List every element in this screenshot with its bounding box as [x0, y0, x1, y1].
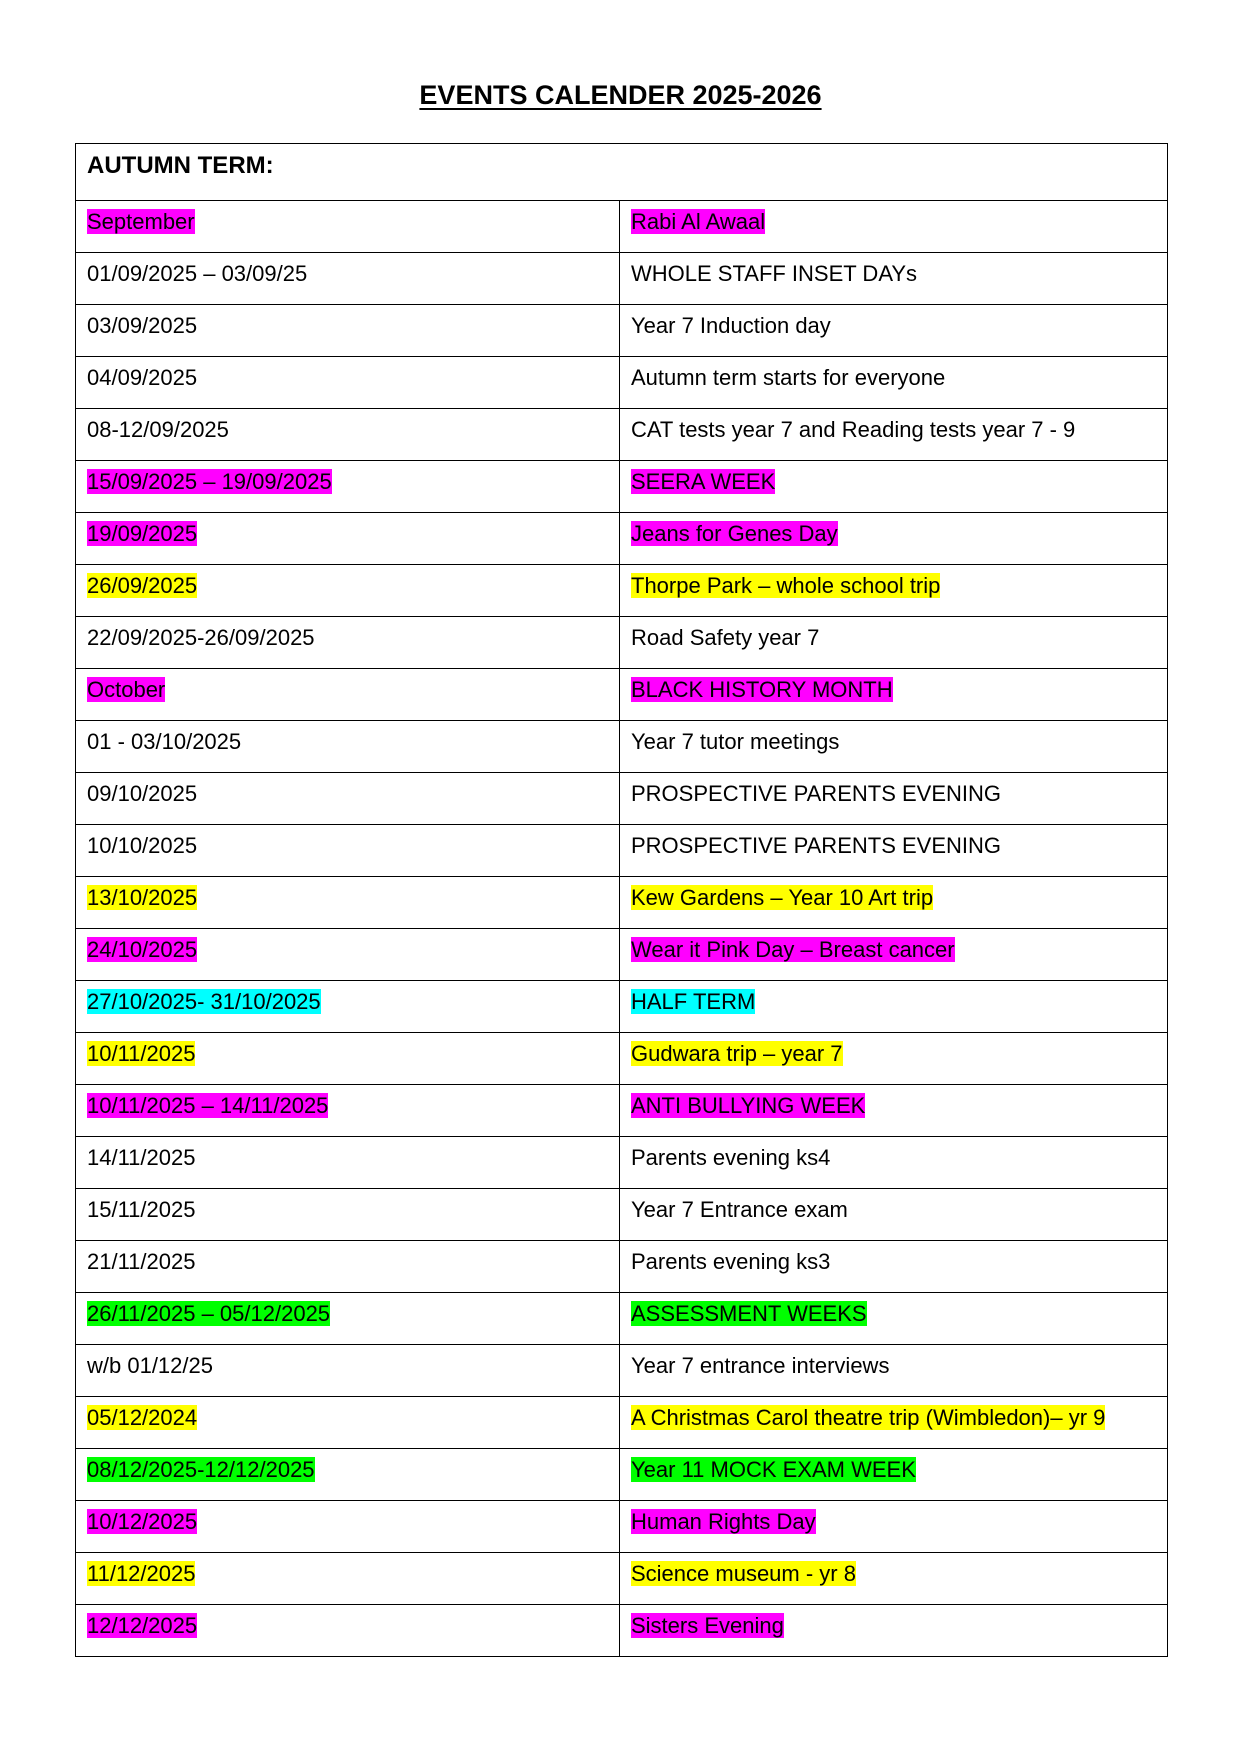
table-row — [76, 1189, 1168, 1241]
event-description: Gudwara trip – year 7 — [631, 1041, 843, 1066]
table-row — [76, 773, 1168, 825]
event-cell — [620, 253, 1168, 305]
event-description: Autumn term starts for everyone — [631, 365, 946, 390]
event-description: Sisters Evening — [631, 1613, 784, 1638]
event-cell — [620, 357, 1168, 409]
event-date: 13/10/2025 — [87, 885, 198, 910]
date-cell — [76, 1137, 620, 1189]
event-date: 05/12/2024 — [87, 1405, 198, 1430]
event-date: 14/11/2025 — [87, 1145, 196, 1170]
event-description: CAT tests year 7 and Reading tests year 7 - 9 — [631, 417, 1076, 442]
table-row — [76, 1241, 1168, 1293]
event-date: September — [87, 209, 195, 234]
event-cell — [620, 1605, 1168, 1657]
event-description: Year 7 Entrance exam — [631, 1197, 848, 1222]
event-cell — [620, 1397, 1168, 1449]
event-description: Rabi Al Awaal — [631, 209, 766, 234]
event-description: Year 7 Induction day — [631, 313, 831, 338]
table-row — [76, 513, 1168, 565]
event-description: A Christmas Carol theatre trip (Wimbledon)– yr 9 — [631, 1405, 1106, 1430]
event-description: Science museum - yr 8 — [631, 1561, 856, 1586]
event-description: WHOLE STAFF INSET DAYs — [631, 261, 918, 286]
date-cell — [76, 513, 620, 565]
event-description: PROSPECTIVE PARENTS EVENING — [631, 833, 1002, 858]
event-cell — [620, 513, 1168, 565]
event-description: Parents evening ks3 — [631, 1249, 831, 1274]
table-row — [76, 1137, 1168, 1189]
events-table — [75, 143, 1168, 1657]
event-date: 08/12/2025-12/12/2025 — [87, 1457, 315, 1482]
event-description: Parents evening ks4 — [631, 1145, 831, 1170]
table-row — [76, 981, 1168, 1033]
document-title-text: EVENTS CALENDER 2025-2026 — [419, 80, 822, 110]
table-row — [76, 253, 1168, 305]
event-date: 04/09/2025 — [87, 365, 198, 390]
event-description: ASSESSMENT WEEKS — [631, 1301, 867, 1326]
event-description: Year 11 MOCK EXAM WEEK — [631, 1457, 916, 1482]
date-cell — [76, 305, 620, 357]
event-cell — [620, 201, 1168, 253]
table-row — [76, 1605, 1168, 1657]
table-row — [76, 929, 1168, 981]
date-cell — [76, 1293, 620, 1345]
event-date: 01 - 03/10/2025 — [87, 729, 242, 754]
event-description: SEERA WEEK — [631, 469, 776, 494]
date-cell — [76, 617, 620, 669]
date-cell — [76, 1449, 620, 1501]
table-row — [76, 357, 1168, 409]
event-cell — [620, 1553, 1168, 1605]
event-cell — [620, 1189, 1168, 1241]
table-row — [76, 1033, 1168, 1085]
event-description: ANTI BULLYING WEEK — [631, 1093, 866, 1118]
date-cell — [76, 1553, 620, 1605]
table-row — [76, 825, 1168, 877]
date-cell — [76, 1189, 620, 1241]
event-date: 08-12/09/2025 — [87, 417, 229, 442]
events-table-body — [76, 144, 1168, 1657]
date-cell — [76, 877, 620, 929]
event-description: Wear it Pink Day – Breast cancer — [631, 937, 955, 962]
event-cell — [620, 825, 1168, 877]
event-description: PROSPECTIVE PARENTS EVENING — [631, 781, 1002, 806]
date-cell — [76, 253, 620, 305]
table-row — [76, 1085, 1168, 1137]
event-date: 26/11/2025 – 05/12/2025 — [87, 1301, 331, 1326]
event-description: Human Rights Day — [631, 1509, 816, 1534]
event-cell — [620, 1449, 1168, 1501]
event-cell — [620, 1033, 1168, 1085]
table-row — [76, 1345, 1168, 1397]
date-cell — [76, 1241, 620, 1293]
table-row — [76, 409, 1168, 461]
table-row — [76, 461, 1168, 513]
event-cell — [620, 617, 1168, 669]
table-row — [76, 305, 1168, 357]
event-cell — [620, 1293, 1168, 1345]
event-date: 15/11/2025 — [87, 1197, 196, 1222]
event-date: 09/10/2025 — [87, 781, 198, 806]
event-cell — [620, 721, 1168, 773]
table-row — [76, 1397, 1168, 1449]
date-cell — [76, 201, 620, 253]
date-cell — [76, 1085, 620, 1137]
event-date: 15/09/2025 – 19/09/2025 — [87, 469, 332, 494]
event-cell — [620, 1345, 1168, 1397]
event-cell — [620, 877, 1168, 929]
date-cell — [76, 721, 620, 773]
event-cell — [620, 1501, 1168, 1553]
event-cell — [620, 565, 1168, 617]
event-cell — [620, 1085, 1168, 1137]
document-title — [0, 78, 1241, 112]
event-description: Year 7 entrance interviews — [631, 1353, 890, 1378]
event-date: 10/10/2025 — [87, 833, 198, 858]
event-description: Kew Gardens – Year 10 Art trip — [631, 885, 934, 910]
event-cell — [620, 409, 1168, 461]
event-date: 10/11/2025 — [87, 1041, 196, 1066]
term-heading-row — [76, 144, 1168, 201]
event-cell — [620, 929, 1168, 981]
event-date: 22/09/2025-26/09/2025 — [87, 625, 315, 650]
table-row — [76, 721, 1168, 773]
event-date: October — [87, 677, 166, 702]
event-description: Year 7 tutor meetings — [631, 729, 840, 754]
table-row — [76, 877, 1168, 929]
event-date: 11/12/2025 — [87, 1561, 196, 1586]
table-row — [76, 201, 1168, 253]
table-row — [76, 617, 1168, 669]
event-cell — [620, 305, 1168, 357]
event-cell — [620, 1241, 1168, 1293]
date-cell — [76, 1345, 620, 1397]
event-date: 27/10/2025- 31/10/2025 — [87, 989, 321, 1014]
event-date: 01/09/2025 – 03/09/25 — [87, 261, 308, 286]
event-description: Road Safety year 7 — [631, 625, 820, 650]
event-cell — [620, 773, 1168, 825]
date-cell — [76, 1033, 620, 1085]
date-cell — [76, 981, 620, 1033]
table-row — [76, 1449, 1168, 1501]
date-cell — [76, 1397, 620, 1449]
table-row — [76, 1553, 1168, 1605]
date-cell — [76, 1605, 620, 1657]
event-date: 10/12/2025 — [87, 1509, 198, 1534]
event-date: w/b 01/12/25 — [87, 1353, 213, 1378]
table-row — [76, 565, 1168, 617]
date-cell — [76, 565, 620, 617]
table-row — [76, 1293, 1168, 1345]
event-cell — [620, 981, 1168, 1033]
event-cell — [620, 461, 1168, 513]
event-cell — [620, 1137, 1168, 1189]
date-cell — [76, 825, 620, 877]
date-cell — [76, 929, 620, 981]
date-cell — [76, 669, 620, 721]
event-date: 03/09/2025 — [87, 313, 198, 338]
event-date: 10/11/2025 – 14/11/2025 — [87, 1093, 329, 1118]
date-cell — [76, 1501, 620, 1553]
event-date: 26/09/2025 — [87, 573, 198, 598]
term-heading: AUTUMN TERM: — [76, 144, 1168, 201]
table-row — [76, 1501, 1168, 1553]
event-date: 19/09/2025 — [87, 521, 198, 546]
date-cell — [76, 773, 620, 825]
event-date: 24/10/2025 — [87, 937, 198, 962]
date-cell — [76, 357, 620, 409]
table-row — [76, 669, 1168, 721]
date-cell — [76, 409, 620, 461]
date-cell — [76, 461, 620, 513]
event-date: 21/11/2025 — [87, 1249, 196, 1274]
event-description: Jeans for Genes Day — [631, 521, 838, 546]
event-description: BLACK HISTORY MONTH — [631, 677, 893, 702]
event-description: HALF TERM — [631, 989, 756, 1014]
event-description: Thorpe Park – whole school trip — [631, 573, 941, 598]
event-date: 12/12/2025 — [87, 1613, 198, 1638]
event-cell — [620, 669, 1168, 721]
